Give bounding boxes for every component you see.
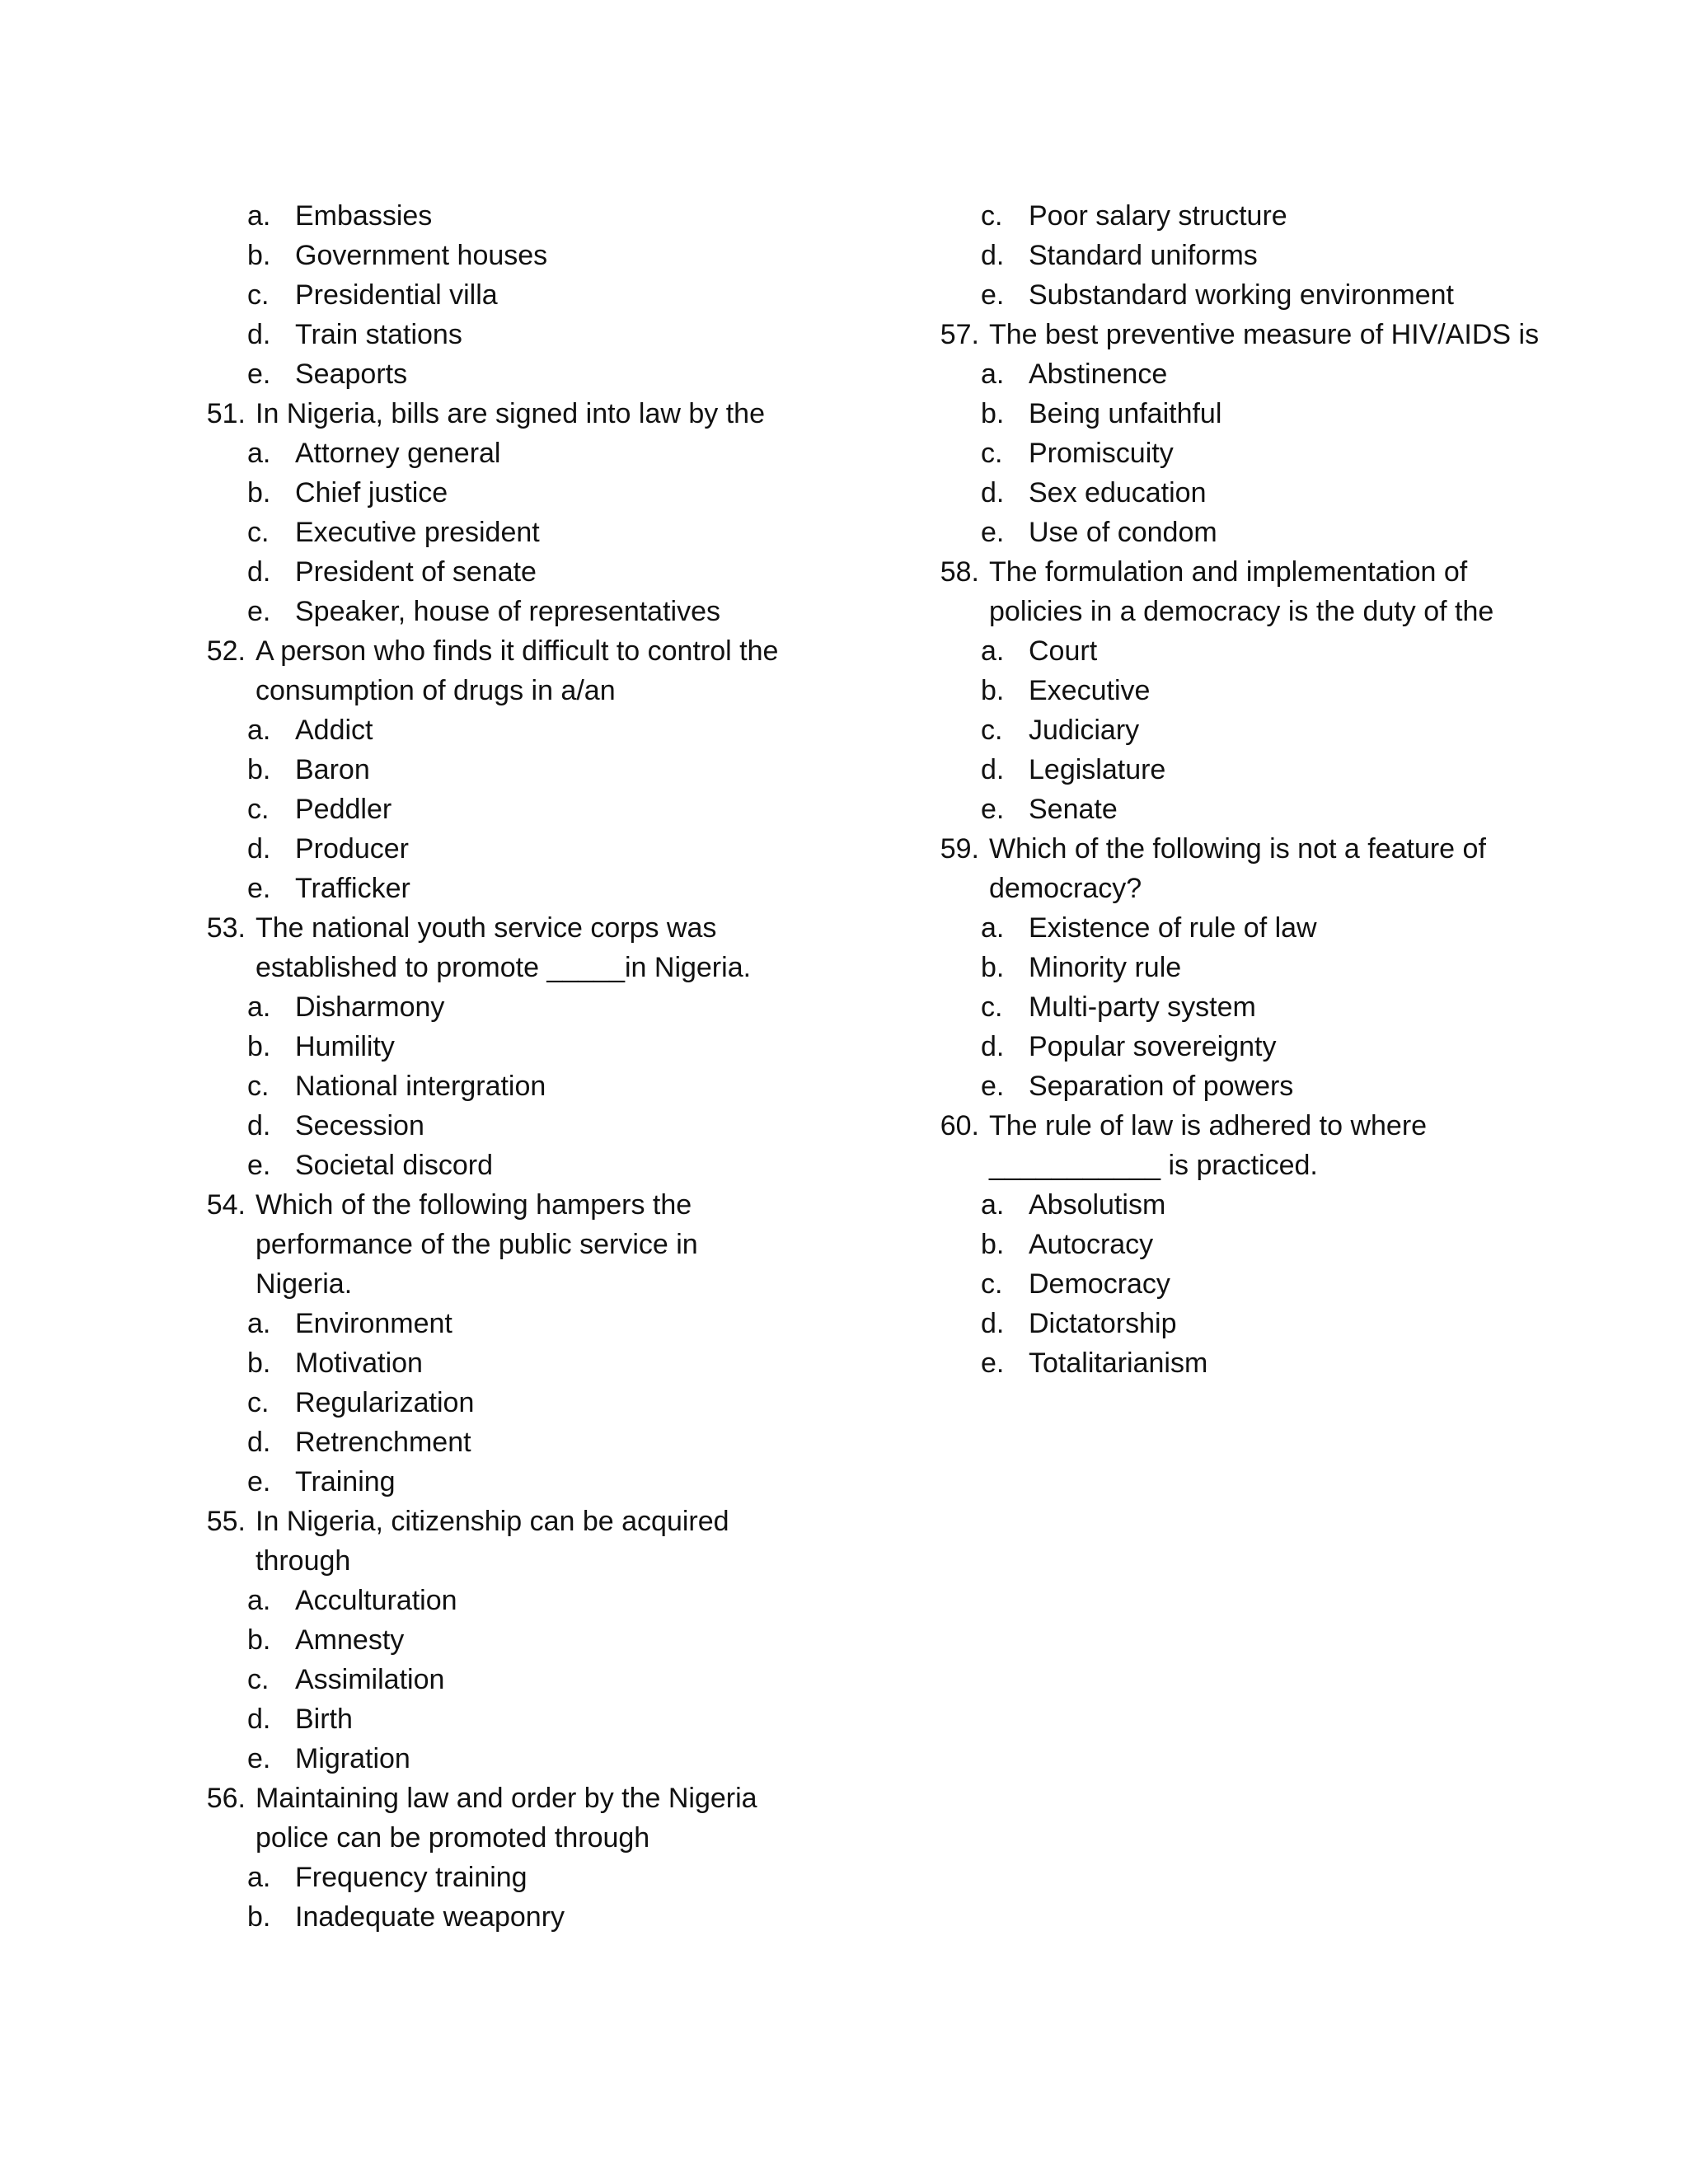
answer-option bbox=[196, 1699, 823, 1739]
answer-option bbox=[196, 869, 823, 908]
question-text: Which of the following hampers the bbox=[256, 1189, 692, 1221]
option-letter: e. bbox=[247, 873, 271, 904]
question-text: The best preventive measure of HIV/AIDS is bbox=[989, 319, 1540, 350]
question-continuation-line bbox=[196, 1225, 823, 1264]
answer-option bbox=[196, 1462, 823, 1502]
question-line bbox=[196, 631, 823, 671]
option-letter: e. bbox=[247, 1150, 271, 1181]
question-text: through bbox=[256, 1545, 351, 1577]
answer-option bbox=[930, 1066, 1556, 1106]
option-letter: c. bbox=[981, 438, 1003, 469]
question-line bbox=[196, 1779, 823, 1818]
answer-option bbox=[930, 275, 1556, 315]
option-text: Standard uniforms bbox=[1029, 240, 1258, 271]
option-letter: b. bbox=[247, 1901, 271, 1933]
option-text: Societal discord bbox=[295, 1150, 494, 1181]
answer-option bbox=[930, 908, 1556, 948]
option-letter: d. bbox=[981, 477, 1005, 509]
option-letter: c. bbox=[981, 715, 1003, 746]
question-line bbox=[196, 394, 823, 434]
option-text: Producer bbox=[295, 833, 409, 865]
option-letter: a. bbox=[247, 1308, 271, 1339]
answer-option bbox=[196, 1422, 823, 1462]
answer-option bbox=[196, 1027, 823, 1066]
answer-option bbox=[930, 710, 1556, 750]
option-text: Regularization bbox=[295, 1387, 475, 1418]
option-text: Trafficker bbox=[295, 873, 410, 904]
option-text: Popular sovereignty bbox=[1029, 1031, 1277, 1062]
answer-option bbox=[930, 513, 1556, 552]
option-text: Absolutism bbox=[1029, 1189, 1166, 1221]
option-text: Embassies bbox=[295, 200, 433, 232]
option-text: Legislature bbox=[1029, 754, 1166, 785]
option-text: Executive bbox=[1029, 675, 1151, 706]
option-letter: e. bbox=[981, 794, 1005, 825]
option-letter: e. bbox=[981, 1071, 1005, 1102]
question-text: In Nigeria, bills are signed into law by the bbox=[256, 398, 765, 429]
option-text: Abstinence bbox=[1029, 359, 1168, 390]
answer-option bbox=[196, 1739, 823, 1779]
option-letter: b. bbox=[247, 477, 271, 509]
question-number: 58. bbox=[940, 556, 979, 588]
option-letter: b. bbox=[247, 754, 271, 785]
question-number: 53. bbox=[206, 912, 246, 944]
question-line bbox=[930, 315, 1556, 354]
option-text: Senate bbox=[1029, 794, 1118, 825]
option-text: Executive president bbox=[295, 517, 540, 548]
answer-option bbox=[930, 631, 1556, 671]
answer-option bbox=[196, 790, 823, 829]
option-text: Attorney general bbox=[295, 438, 501, 469]
answer-option bbox=[930, 473, 1556, 513]
answer-option bbox=[930, 196, 1556, 236]
option-text: Existence of rule of law bbox=[1029, 912, 1317, 944]
question-line bbox=[930, 829, 1556, 869]
answer-option bbox=[930, 790, 1556, 829]
option-text: Sex education bbox=[1029, 477, 1207, 509]
question-number: 55. bbox=[206, 1506, 246, 1537]
option-letter: b. bbox=[981, 398, 1005, 429]
answer-option bbox=[930, 434, 1556, 473]
answer-option bbox=[930, 1343, 1556, 1383]
question-text: established to promote _____in Nigeria. bbox=[256, 952, 752, 983]
answer-option bbox=[196, 1343, 823, 1383]
answer-option bbox=[196, 275, 823, 315]
option-letter: d. bbox=[247, 319, 271, 350]
right-column bbox=[930, 196, 1556, 1383]
answer-option bbox=[196, 1066, 823, 1106]
option-text: Judiciary bbox=[1029, 715, 1140, 746]
option-letter: d. bbox=[247, 833, 271, 865]
question-text: The rule of law is adhered to where bbox=[989, 1110, 1428, 1141]
question-number: 59. bbox=[940, 833, 979, 865]
option-text: Totalitarianism bbox=[1029, 1347, 1208, 1379]
answer-option bbox=[196, 1383, 823, 1422]
option-text: Dictatorship bbox=[1029, 1308, 1177, 1339]
option-text: Chief justice bbox=[295, 477, 448, 509]
question-continuation-line bbox=[196, 1541, 823, 1581]
answer-option bbox=[930, 1225, 1556, 1264]
option-text: Amnesty bbox=[295, 1624, 405, 1656]
option-letter: d. bbox=[981, 1031, 1005, 1062]
option-letter: d. bbox=[981, 240, 1005, 271]
question-continuation-line bbox=[930, 869, 1556, 908]
answer-option bbox=[196, 1146, 823, 1185]
answer-option bbox=[196, 1581, 823, 1620]
question-text: performance of the public service in bbox=[256, 1229, 698, 1260]
answer-option bbox=[196, 829, 823, 869]
option-text: Addict bbox=[295, 715, 373, 746]
option-text: President of senate bbox=[295, 556, 537, 588]
option-letter: b. bbox=[247, 1624, 271, 1656]
answer-option bbox=[196, 592, 823, 631]
option-text: Presidential villa bbox=[295, 279, 498, 311]
option-letter: e. bbox=[247, 1743, 271, 1774]
answer-option bbox=[196, 750, 823, 790]
question-line bbox=[196, 1502, 823, 1541]
question-number: 54. bbox=[206, 1189, 246, 1221]
option-letter: a. bbox=[247, 1862, 271, 1893]
answer-option bbox=[196, 513, 823, 552]
question-continuation-line bbox=[930, 592, 1556, 631]
option-letter: a. bbox=[981, 635, 1005, 667]
option-text: Birth bbox=[295, 1704, 353, 1735]
answer-option bbox=[930, 987, 1556, 1027]
option-letter: a. bbox=[247, 200, 271, 232]
answer-option bbox=[930, 394, 1556, 434]
option-letter: a. bbox=[981, 912, 1005, 944]
answer-option bbox=[196, 710, 823, 750]
question-text: Which of the following is not a feature of bbox=[989, 833, 1486, 865]
question-text: A person who finds it difficult to control the bbox=[256, 635, 779, 667]
option-text: Being unfaithful bbox=[1029, 398, 1222, 429]
option-letter: a. bbox=[247, 1585, 271, 1616]
question-number: 56. bbox=[206, 1783, 246, 1814]
option-letter: e. bbox=[247, 1466, 271, 1497]
question-text: ___________ is practiced. bbox=[989, 1150, 1318, 1181]
option-letter: b. bbox=[247, 1347, 271, 1379]
option-letter: b. bbox=[247, 240, 271, 271]
option-text: Seaports bbox=[295, 359, 408, 390]
answer-option bbox=[196, 552, 823, 592]
option-letter: e. bbox=[981, 517, 1005, 548]
question-number: 60. bbox=[940, 1110, 979, 1141]
option-text: Peddler bbox=[295, 794, 392, 825]
question-continuation-line bbox=[196, 671, 823, 710]
option-text: Promiscuity bbox=[1029, 438, 1174, 469]
question-text: consumption of drugs in a/an bbox=[256, 675, 616, 706]
option-letter: c. bbox=[247, 1387, 270, 1418]
question-number: 52. bbox=[206, 635, 246, 667]
question-line bbox=[930, 552, 1556, 592]
question-number: 57. bbox=[940, 319, 979, 350]
option-letter: e. bbox=[247, 596, 271, 627]
answer-option bbox=[930, 236, 1556, 275]
question-text: policies in a democracy is the duty of the bbox=[989, 596, 1494, 627]
option-text: Acculturation bbox=[295, 1585, 457, 1616]
option-text: Inadequate weaponry bbox=[295, 1901, 565, 1933]
question-text: police can be promoted through bbox=[256, 1822, 650, 1854]
option-letter: d. bbox=[247, 1427, 271, 1458]
option-letter: c. bbox=[247, 279, 270, 311]
option-text: Government houses bbox=[295, 240, 548, 271]
option-text: Frequency training bbox=[295, 1862, 528, 1893]
question-text: In Nigeria, citizenship can be acquired bbox=[256, 1506, 729, 1537]
option-letter: d. bbox=[981, 754, 1005, 785]
answer-option bbox=[196, 1897, 823, 1937]
option-text: Training bbox=[295, 1466, 396, 1497]
answer-option bbox=[196, 1620, 823, 1660]
option-letter: d. bbox=[247, 1110, 271, 1141]
option-letter: a. bbox=[981, 1189, 1005, 1221]
option-text: National intergration bbox=[295, 1071, 546, 1102]
question-text: Maintaining law and order by the Nigeria bbox=[256, 1783, 757, 1814]
answer-option bbox=[196, 473, 823, 513]
option-text: Assimilation bbox=[295, 1664, 445, 1695]
answer-option bbox=[196, 434, 823, 473]
option-letter: c. bbox=[247, 794, 270, 825]
answer-option bbox=[930, 1027, 1556, 1066]
answer-option bbox=[196, 1660, 823, 1699]
option-text: Baron bbox=[295, 754, 370, 785]
question-number: 51. bbox=[206, 398, 246, 429]
question-continuation-line bbox=[930, 1146, 1556, 1185]
answer-option bbox=[196, 1304, 823, 1343]
answer-option bbox=[930, 948, 1556, 987]
answer-option bbox=[930, 671, 1556, 710]
option-text: Secession bbox=[295, 1110, 424, 1141]
option-letter: b. bbox=[981, 675, 1005, 706]
option-letter: b. bbox=[981, 1229, 1005, 1260]
option-letter: c. bbox=[981, 991, 1003, 1023]
option-text: Court bbox=[1029, 635, 1098, 667]
answer-option bbox=[930, 1185, 1556, 1225]
option-text: Train stations bbox=[295, 319, 462, 350]
option-letter: d. bbox=[981, 1308, 1005, 1339]
answer-option bbox=[196, 236, 823, 275]
option-text: Democracy bbox=[1029, 1268, 1170, 1300]
question-line bbox=[930, 1106, 1556, 1146]
option-text: Speaker, house of representatives bbox=[295, 596, 720, 627]
option-letter: c. bbox=[247, 517, 270, 548]
option-text: Minority rule bbox=[1029, 952, 1182, 983]
question-continuation-line bbox=[196, 1818, 823, 1858]
option-letter: b. bbox=[981, 952, 1005, 983]
option-text: Multi-party system bbox=[1029, 991, 1256, 1023]
option-letter: b. bbox=[247, 1031, 271, 1062]
answer-option bbox=[930, 1264, 1556, 1304]
option-letter: a. bbox=[247, 438, 271, 469]
option-letter: a. bbox=[247, 991, 271, 1023]
question-line bbox=[196, 1185, 823, 1225]
option-text: Disharmony bbox=[295, 991, 445, 1023]
question-continuation-line bbox=[196, 948, 823, 987]
question-continuation-line bbox=[196, 1264, 823, 1304]
question-text: The formulation and implementation of bbox=[989, 556, 1468, 588]
answer-option bbox=[930, 354, 1556, 394]
option-text: Poor salary structure bbox=[1029, 200, 1287, 232]
option-letter: c. bbox=[247, 1664, 270, 1695]
answer-option bbox=[196, 1106, 823, 1146]
question-text: Nigeria. bbox=[256, 1268, 353, 1300]
option-text: Autocracy bbox=[1029, 1229, 1154, 1260]
question-text: democracy? bbox=[989, 873, 1142, 904]
question-text: The national youth service corps was bbox=[256, 912, 717, 944]
left-column bbox=[196, 196, 823, 1937]
option-letter: c. bbox=[247, 1071, 270, 1102]
option-text: Humility bbox=[295, 1031, 395, 1062]
option-letter: e. bbox=[981, 1347, 1005, 1379]
option-letter: d. bbox=[247, 556, 271, 588]
option-letter: a. bbox=[247, 715, 271, 746]
option-text: Motivation bbox=[295, 1347, 423, 1379]
answer-option bbox=[196, 196, 823, 236]
option-letter: a. bbox=[981, 359, 1005, 390]
option-letter: c. bbox=[981, 1268, 1003, 1300]
answer-option bbox=[930, 750, 1556, 790]
option-text: Substandard working environment bbox=[1029, 279, 1454, 311]
option-letter: c. bbox=[981, 200, 1003, 232]
answer-option bbox=[196, 354, 823, 394]
question-line bbox=[196, 908, 823, 948]
option-letter: e. bbox=[247, 359, 271, 390]
option-letter: d. bbox=[247, 1704, 271, 1735]
answer-option bbox=[930, 1304, 1556, 1343]
option-text: Retrenchment bbox=[295, 1427, 471, 1458]
option-text: Environment bbox=[295, 1308, 452, 1339]
option-text: Migration bbox=[295, 1743, 410, 1774]
answer-option bbox=[196, 987, 823, 1027]
answer-option bbox=[196, 315, 823, 354]
option-text: Separation of powers bbox=[1029, 1071, 1294, 1102]
answer-option bbox=[196, 1858, 823, 1897]
option-letter: e. bbox=[981, 279, 1005, 311]
option-text: Use of condom bbox=[1029, 517, 1217, 548]
